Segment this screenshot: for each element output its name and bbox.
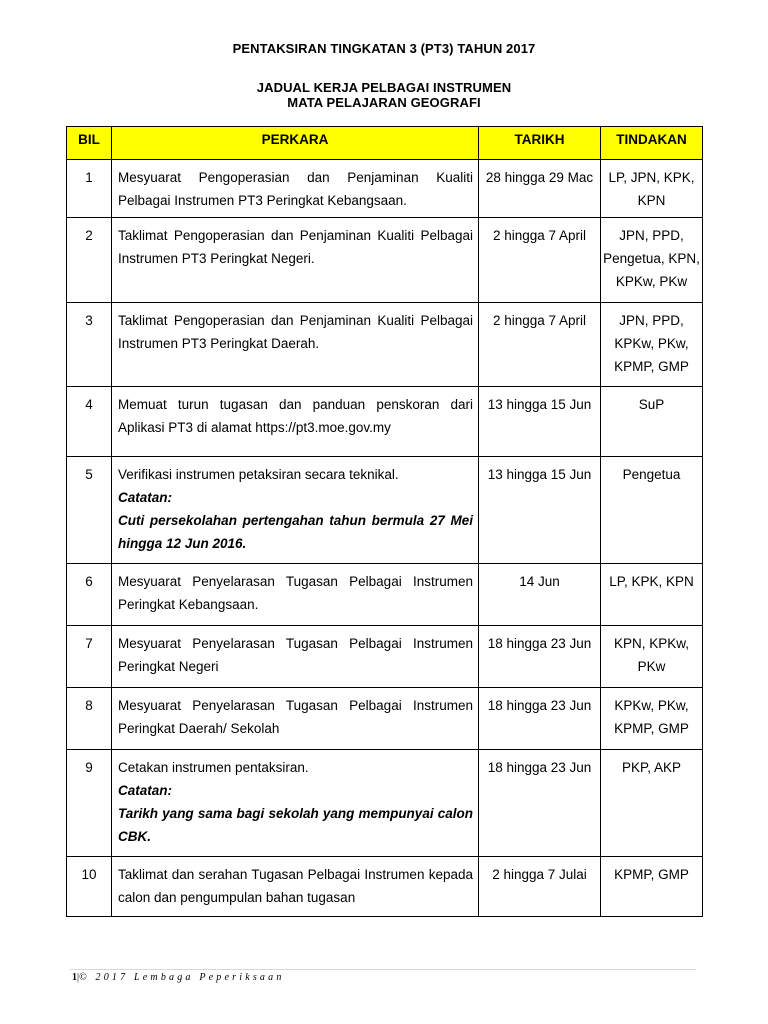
- row-perkara: Taklimat Pengoperasian dan Penjaminan Kualiti Pelbagai Instrumen PT3 Peringkat Negeri.: [118, 228, 473, 266]
- footer-copyright: © 2017 Lembaga Peperiksaan: [79, 972, 285, 983]
- page-number: 1: [72, 972, 77, 983]
- row-perkara: Taklimat Pengoperasian dan Penjaminan Kualiti Pelbagai Instrumen PT3 Peringkat Daerah.: [118, 313, 473, 351]
- row-perkara: Mesyuarat Penyelarasan Tugasan Pelbagai Instrumen Peringkat Daerah/ Sekolah: [118, 698, 473, 736]
- row-bil: 3: [67, 303, 112, 387]
- header-tarikh: TARIKH: [479, 127, 601, 160]
- note-label: Catatan:: [118, 783, 173, 798]
- document-subtitle: JADUAL KERJA PELBAGAI INSTRUMEN: [256, 80, 512, 95]
- table-row: [67, 218, 703, 303]
- header-tindakan: TINDAKAN: [601, 127, 703, 160]
- row-perkara: Mesyuarat Penyelarasan Tugasan Pelbagai Instrumen Peringkat Negeri: [118, 636, 473, 674]
- row-tindakan: KPMP, GMP: [601, 857, 703, 917]
- row-tarikh: 14 Jun: [479, 564, 601, 626]
- row-tindakan: SuP: [601, 387, 703, 457]
- row-bil: 8: [67, 688, 112, 750]
- row-tarikh: 18 hingga 23 Jun: [479, 688, 601, 750]
- row-tarikh: 18 hingga 23 Jun: [479, 626, 601, 688]
- row-tindakan: PKP, AKP: [601, 750, 703, 857]
- row-bil: 1: [67, 160, 112, 218]
- footer-divider: [70, 969, 696, 970]
- header-perkara: PERKARA: [112, 127, 479, 160]
- table-row: [67, 857, 703, 917]
- row-tarikh: 2 hingga 7 April: [479, 218, 601, 303]
- row-bil: 2: [67, 218, 112, 303]
- table-row: [67, 457, 703, 564]
- row-perkara: Cetakan instrumen pentaksiran.: [118, 760, 309, 775]
- table-row: [67, 303, 703, 387]
- table-header-row: [67, 127, 703, 160]
- row-tindakan: JPN, PPD, KPKw, PKw, KPMP, GMP: [601, 303, 703, 387]
- footer-separator: |: [77, 972, 80, 983]
- note-body: Tarikh yang sama bagi sekolah yang mempunyai calon CBK.: [118, 806, 473, 844]
- table-row: [67, 387, 703, 457]
- page-footer: [72, 972, 285, 983]
- row-bil: 10: [67, 857, 112, 917]
- row-tindakan: LP, KPK, KPN: [601, 564, 703, 626]
- row-tarikh: 2 hingga 7 April: [479, 303, 601, 387]
- table-row: [67, 626, 703, 688]
- row-tarikh: 13 hingga 15 Jun: [479, 457, 601, 564]
- row-perkara: Taklimat dan serahan Tugasan Pelbagai Instrumen kepada calon dan pengumpulan bahan tugasan: [118, 867, 473, 905]
- header-bil: BIL: [67, 127, 112, 160]
- row-tindakan: JPN, PPD, Pengetua, KPN, KPKw, PKw: [601, 218, 703, 303]
- row-bil: 9: [67, 750, 112, 857]
- row-tarikh: 28 hingga 29 Mac: [479, 160, 601, 218]
- row-tindakan: Pengetua: [601, 457, 703, 564]
- document-title: PENTAKSIRAN TINGKATAN 3 (PT3) TAHUN 2017: [232, 41, 536, 56]
- table-row: [67, 750, 703, 857]
- row-perkara: Mesyuarat Penyelarasan Tugasan Pelbagai Instrumen Peringkat Kebangsaan.: [118, 574, 473, 612]
- table-row: [67, 564, 703, 626]
- row-perkara: Memuat turun tugasan dan panduan penskoran dari Aplikasi PT3 di alamat https://pt3.moe.gov.my: [118, 397, 473, 435]
- row-tindakan: KPN, KPKw, PKw: [601, 626, 703, 688]
- row-tarikh: 2 hingga 7 Julai: [479, 857, 601, 917]
- row-bil: 4: [67, 387, 112, 457]
- schedule-table: [66, 126, 703, 917]
- note-label: Catatan:: [118, 490, 173, 505]
- document-subject: MATA PELAJARAN GEOGRAFI: [287, 95, 481, 110]
- note-body: Cuti persekolahan pertengahan tahun bermula 27 Mei hingga 12 Jun 2016.: [118, 513, 473, 551]
- row-perkara: Mesyuarat Pengoperasian dan Penjaminan Kualiti Pelbagai Instrumen PT3 Peringkat Kebangsaan.: [118, 170, 473, 208]
- row-bil: 5: [67, 457, 112, 564]
- row-tindakan: LP, JPN, KPK, KPN: [601, 160, 703, 218]
- table-row: [67, 688, 703, 750]
- row-tindakan: KPKw, PKw, KPMP, GMP: [601, 688, 703, 750]
- row-perkara: Verifikasi instrumen petaksiran secara teknikal.: [118, 467, 399, 482]
- row-tarikh: 13 hingga 15 Jun: [479, 387, 601, 457]
- row-bil: 7: [67, 626, 112, 688]
- table-row: [67, 160, 703, 218]
- row-tarikh: 18 hingga 23 Jun: [479, 750, 601, 857]
- row-bil: 6: [67, 564, 112, 626]
